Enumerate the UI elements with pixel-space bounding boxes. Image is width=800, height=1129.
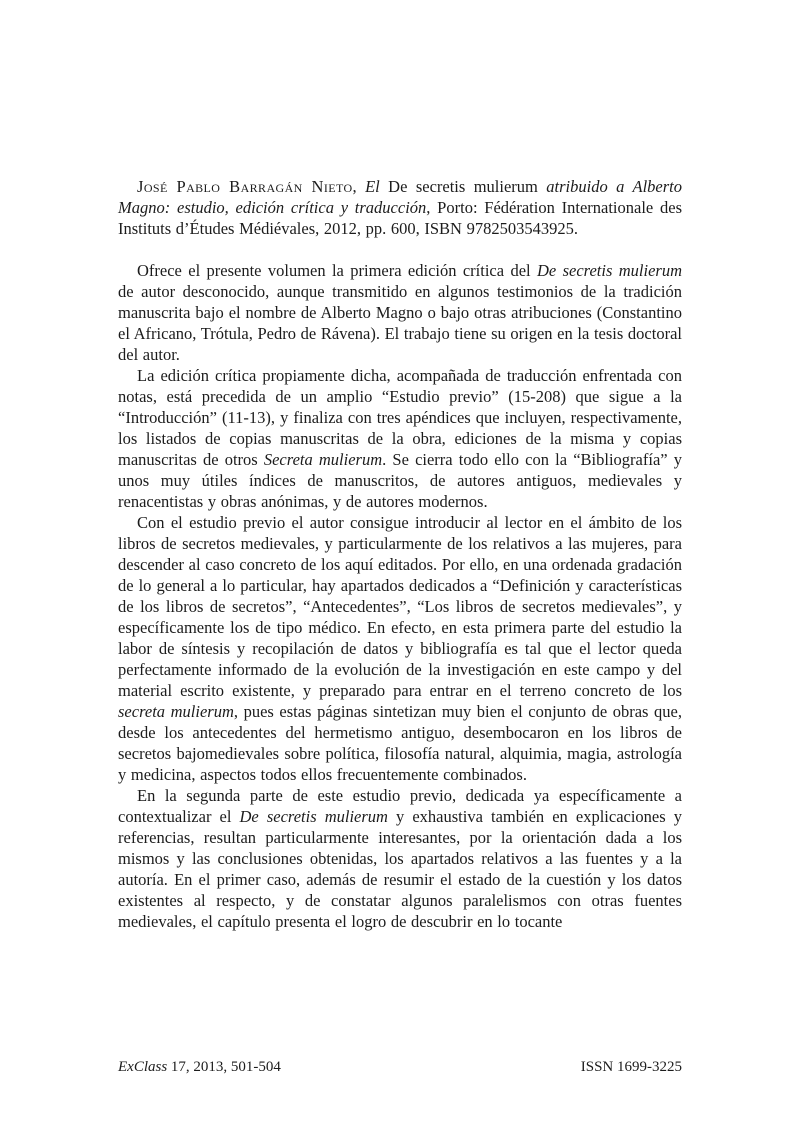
review-paragraph-2 — [118, 365, 682, 512]
text-segment: Ofrece el presente volumen la primera edición crítica del — [137, 261, 537, 280]
text-segment: Secreta mulierum — [263, 450, 383, 469]
text-segment: , pues estas páginas sintetizan muy bien el conjunto de obras que, desde los antecedentes del hermetismo antiguo, desembocaron en los libros de secretos bajomedievales sobre política, filosofía natural, alquimia, magia, astrología y medicina, aspectos todos ellos frecuentemente combinados. — [118, 702, 683, 784]
review-paragraph-1 — [118, 260, 682, 365]
text-segment: De secretis mulierum — [388, 177, 538, 196]
text-segment: y exhaustiva también en explicaciones y referencias, resultan particularmente interesantes, por la orientación dada a los mismos y las conclusiones obtenidas, los apartados relativos a las fuentes y a la autoría. En el primer caso, además de resumir el estado de la cuestión y los datos existentes al respecto, y de constatar algunos paralelismos con otras fuentes medievales, el capítulo presenta el logro de descubrir en lo tocante — [118, 807, 682, 931]
text-segment: El — [365, 177, 389, 196]
text-segment: 17, 2013, 501-504 — [167, 1059, 281, 1075]
text-segment: De secretis mulierum — [239, 807, 388, 826]
text-segment: José Pablo Barragán Nieto — [137, 177, 353, 196]
text-segment: De secretis mulierum — [536, 261, 682, 280]
review-paragraph-4 — [118, 785, 682, 932]
review-content — [118, 176, 682, 932]
journal-citation — [118, 1058, 281, 1077]
page-footer — [118, 1058, 682, 1077]
review-reference — [118, 176, 682, 239]
text-segment: , Porto: Fédération Internationale des Instituts d’Études Médiévales, 2012, pp. 600, ISBN 9782503543925. — [118, 198, 682, 238]
text-segment: Con el estudio previo el autor consigue introducir al lector en el ámbito de los libros de secretos medievales, y particularmente de los relativos a las mujeres, para descender al caso concreto de los aquí editados. Por ello, en una ordenada gradación de lo general a lo particular, hay apartados dedicados a “Definición y características de los libros de secretos”, “Antecedentes”, “Los libros de secretos medievales”, y específicamente los de tipo médico. En efecto, en esta primera parte del estudio la labor de síntesis y recopilación de datos y bibliografía es tal que el lector queda perfectamente informado de la evolución de la investigación en este campo y del material escrito existente, y preparado para entrar en el terreno concreto de los — [118, 513, 682, 700]
text-segment: . Se cierra todo ello con la “Bibliografía” y unos muy útiles índices de manuscritos, de autores antiguos, medievales y renacentistas y obras anónimas, y de autores modernos. — [118, 450, 683, 511]
text-segment: atribuido a Alberto Magno: estudio, edición crítica y traducción — [118, 177, 682, 217]
issn-label: ISSN 1699-3225 — [580, 1059, 682, 1075]
text-segment: , — [352, 177, 366, 196]
review-paragraph-3 — [118, 512, 682, 785]
text-segment: ExClass — [118, 1059, 168, 1075]
text-segment: secreta mulierum — [118, 702, 234, 721]
text-segment: La edición crítica propiamente dicha, acompañada de traducción enfrentada con notas, está precedida de un amplio “Estudio previo” (15-208) que sigue a la “Introducción” (11-13), y finaliza con tres apéndices que incluyen, respectivamente, los listados de copias manuscritas de la obra, ediciones de la misma y copias manuscritas de otros — [118, 366, 682, 469]
text-segment: de autor desconocido, aunque transmitido en algunos testimonios de la tradición manuscrita bajo el nombre de Alberto Magno o bajo otras atribuciones (Constantino el Africano, Trótula, Pedro de Rávena). El trabajo tiene su origen en la tesis doctoral del autor. — [118, 282, 682, 364]
text-segment: En la segunda parte de este estudio previo, dedicada ya específicamente a contextualizar el — [118, 786, 682, 826]
